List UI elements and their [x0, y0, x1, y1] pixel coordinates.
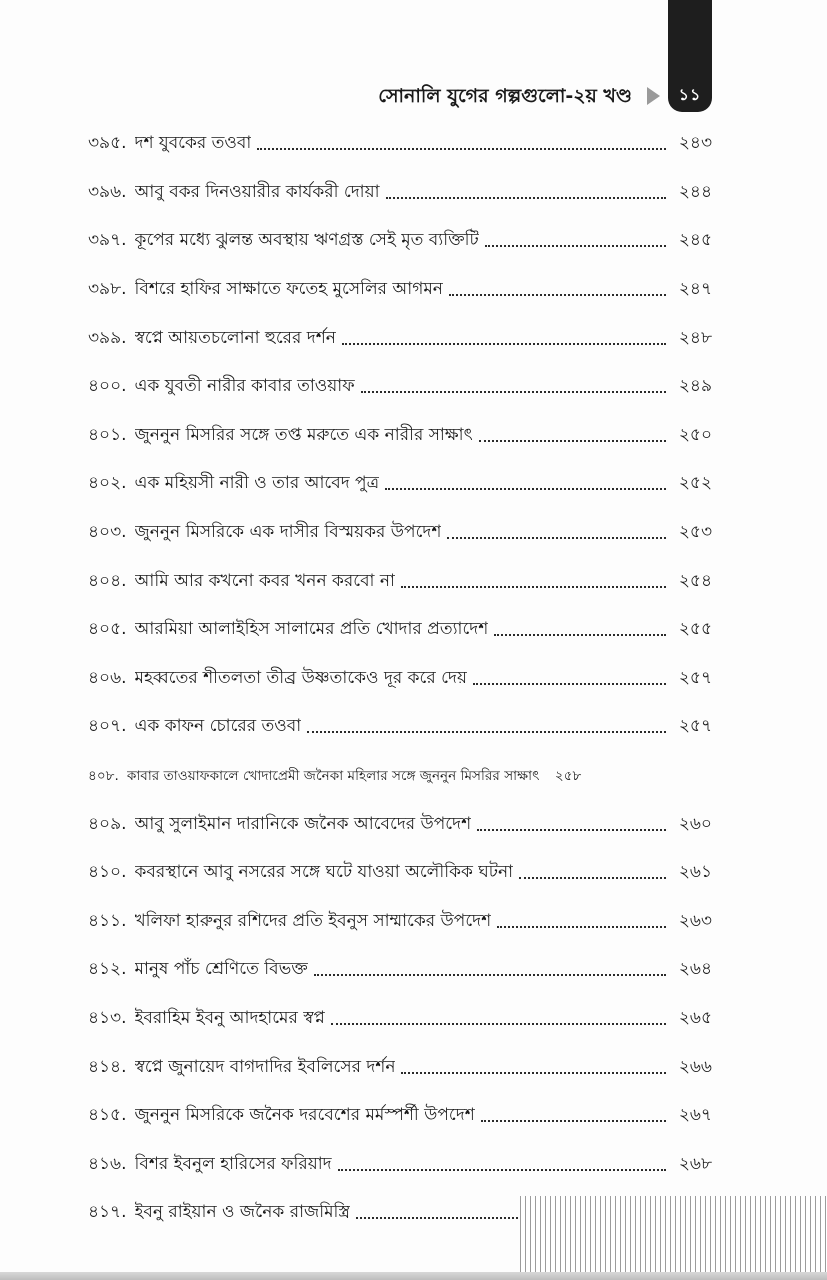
entry-title: এক মহিয়সী নারী ও তার আবেদ পুত্র — [134, 473, 380, 494]
entry-number: ৪১২. — [88, 959, 127, 980]
entry-page-number: ২৫৪ — [678, 570, 712, 591]
toc-entry — [88, 800, 712, 849]
dot-leader — [449, 294, 666, 296]
entry-page-number: ২৬০ — [678, 813, 712, 834]
entry-title: বিশর ইবনুল হারিসের ফরিয়াদ — [134, 1153, 332, 1174]
entry-number: ৪০৫. — [88, 619, 127, 640]
entry-page-number: ২৬৫ — [678, 1007, 712, 1028]
book-title: সোনালি যুগের গল্পগুলো-২য় খণ্ড — [378, 85, 632, 107]
dot-leader — [494, 634, 666, 636]
entry-number: ৪০৯. — [88, 813, 127, 834]
entry-number: ৪০৪. — [88, 570, 127, 591]
entry-title: আবু বকর দিনওয়ারীর কার্যকরী দোয়া — [134, 181, 380, 202]
entry-title: ইবনু রাইয়ান ও জনৈক রাজমিস্ত্রি — [134, 1202, 351, 1223]
toc-entry — [88, 460, 712, 509]
entry-page-number: ২৫৮ — [554, 767, 582, 784]
entry-page-number: ২৬৬ — [678, 1056, 712, 1077]
entry-page-number: ২৬৩ — [678, 910, 712, 931]
entry-title: দশ যুবকের তওবা — [134, 133, 252, 154]
dot-leader — [497, 926, 666, 928]
toc-entry — [88, 412, 712, 461]
entry-page-number: ২৫৩ — [678, 522, 712, 543]
toc-entry — [88, 946, 712, 995]
entry-title: স্বপ্নে আয়তচলোনা হুরের দর্শন — [134, 327, 336, 348]
toc-entry — [88, 314, 712, 363]
dot-leader — [473, 683, 666, 685]
entry-number: ৩৯৫. — [88, 133, 127, 154]
entry-title: জুননুন মিসরির সঙ্গে তপ্ত মরুতে এক নারীর সাক্ষাৎ — [134, 424, 473, 445]
toc-entry — [88, 557, 712, 606]
dot-leader — [257, 148, 666, 150]
running-header — [300, 78, 712, 112]
entry-title: কাবার তাওয়াফকালে খোদাপ্রেমী জনৈকা মহিলার সঙ্গে জুননুন মিসরির সাক্ষাৎ — [126, 767, 540, 784]
table-of-contents — [88, 120, 712, 1238]
dot-leader — [386, 197, 666, 199]
toc-entry — [88, 606, 712, 655]
dot-leader — [477, 829, 666, 831]
top-tab-marker — [668, 0, 712, 78]
entry-number: ৪০৭. — [88, 716, 127, 737]
entry-page-number: ২৬১ — [678, 862, 712, 883]
toc-entry — [88, 266, 712, 315]
entry-number: ৪১৪. — [88, 1056, 127, 1077]
toc-entry — [88, 509, 712, 558]
dot-leader — [447, 537, 666, 539]
entry-number: ৩৯৬. — [88, 181, 127, 202]
entry-number: ৩৯৭. — [88, 230, 127, 251]
entry-page-number: ২৪৫ — [678, 230, 712, 251]
entry-page-number: ২৬৮ — [678, 1153, 712, 1174]
dot-leader — [519, 877, 666, 879]
entry-number: ৩৯৮. — [88, 279, 127, 300]
entry-page-number: ২৪৭ — [678, 279, 712, 300]
dot-leader — [361, 391, 666, 393]
entry-title: এক যুবতী নারীর কাবার তাওয়াফ — [134, 376, 355, 397]
toc-entry — [88, 363, 712, 412]
entry-number: ৪১১. — [88, 910, 127, 931]
entry-number: ৪১৩. — [88, 1007, 127, 1028]
entry-title: এক কাফন চোরের তওবা — [134, 716, 302, 737]
dot-leader — [479, 440, 666, 442]
entry-number: ৪০৮. — [88, 767, 119, 784]
dot-leader — [401, 1072, 666, 1074]
toc-entry — [88, 995, 712, 1044]
entry-title: আবু সুলাইমান দারানিকে জনৈক আবেদের উপদেশ — [134, 813, 472, 834]
entry-title: কবরস্থানে আবু নসরের সঙ্গে ঘটে যাওয়া অলৌকিক ঘটনা — [134, 862, 514, 883]
entry-title: স্বপ্নে জুনায়েদ বাগদাদির ইবলিসের দর্শন — [134, 1056, 396, 1077]
entry-number: ৪১৭. — [88, 1202, 127, 1223]
toc-entry — [88, 655, 712, 704]
entry-page-number: ২৫৫ — [678, 619, 712, 640]
toc-entry — [88, 703, 712, 752]
entry-title: ইবরাহিম ইবনু আদহামের স্বপ্ন — [134, 1007, 325, 1028]
dot-leader — [481, 1120, 666, 1122]
toc-entry — [88, 849, 712, 898]
page-bottom-edge — [0, 1272, 827, 1280]
dot-leader — [485, 245, 666, 247]
page-number-badge: ১১ — [668, 78, 712, 112]
toc-entry — [88, 898, 712, 947]
entry-page-number: ২৬৭ — [678, 1105, 712, 1126]
dot-leader — [385, 488, 666, 490]
entry-number: ৩৯৯. — [88, 327, 127, 348]
dot-leader — [331, 1023, 666, 1025]
entry-number: ৪১৬. — [88, 1153, 127, 1174]
entry-title: বিশরে হাফির সাক্ষাতে ফতেহ মুসেলির আগমন — [134, 279, 443, 300]
toc-entry — [88, 217, 712, 266]
toc-entry — [88, 1043, 712, 1092]
entry-page-number: ২৪৯ — [678, 376, 712, 397]
dot-leader — [307, 731, 666, 733]
dot-leader — [342, 343, 666, 345]
entry-number: ৪০৩. — [88, 522, 127, 543]
entry-title: আরমিয়া আলাইহিস সালামের প্রতি খোদার প্রত্যাদেশ — [134, 619, 489, 640]
entry-page-number: ২৪৩ — [678, 133, 712, 154]
entry-page-number: ২৪৪ — [678, 181, 712, 202]
entry-page-number: ২৫৭ — [678, 716, 712, 737]
entry-number: ৪১০. — [88, 862, 127, 883]
entry-title: কূপের মধ্যে ঝুলন্ত অবস্থায় ঋণগ্রস্ত সেই মৃত ব্যক্তিটি — [134, 230, 479, 251]
entry-title: মহব্বতের শীতলতা তীব্র উষ্ণতাকেও দূর করে দেয় — [134, 667, 467, 688]
decorative-stripes — [520, 1196, 827, 1280]
toc-entry — [88, 169, 712, 218]
entry-number: ৪১৫. — [88, 1105, 127, 1126]
entry-page-number: ২৬৪ — [678, 959, 712, 980]
entry-page-number: ২৪৮ — [678, 327, 712, 348]
entry-number: ৪০০. — [88, 376, 127, 397]
entry-page-number: ২৫২ — [678, 473, 712, 494]
entry-title: খলিফা হারুনুর রশিদের প্রতি ইবনুস সাম্মাকের উপদেশ — [134, 910, 492, 931]
entry-page-number: ২৫৭ — [678, 667, 712, 688]
dot-leader — [338, 1169, 666, 1171]
entry-title: জুননুন মিসরিকে এক দাসীর বিস্ময়কর উপদেশ — [134, 522, 442, 543]
entry-number: ৪০২. — [88, 473, 127, 494]
entry-page-number: ২৫০ — [678, 424, 712, 445]
entry-number: ৪০৬. — [88, 667, 127, 688]
toc-entry — [88, 1092, 712, 1141]
toc-entry — [88, 120, 712, 169]
arrow-right-icon — [647, 87, 660, 105]
dot-leader — [401, 586, 666, 588]
dot-leader — [314, 974, 666, 976]
entry-number: ৪০১. — [88, 424, 127, 445]
entry-title: জুননুন মিসরিকে জনৈক দরবেশের মর্মস্পর্শী উপদেশ — [134, 1105, 475, 1126]
entry-title: আমি আর কখনো কবর খনন করবো না — [134, 570, 395, 591]
entry-title: মানুষ পাঁচ শ্রেণিতে বিভক্ত — [134, 959, 308, 980]
toc-entry — [88, 1140, 712, 1189]
toc-entry — [88, 752, 712, 801]
